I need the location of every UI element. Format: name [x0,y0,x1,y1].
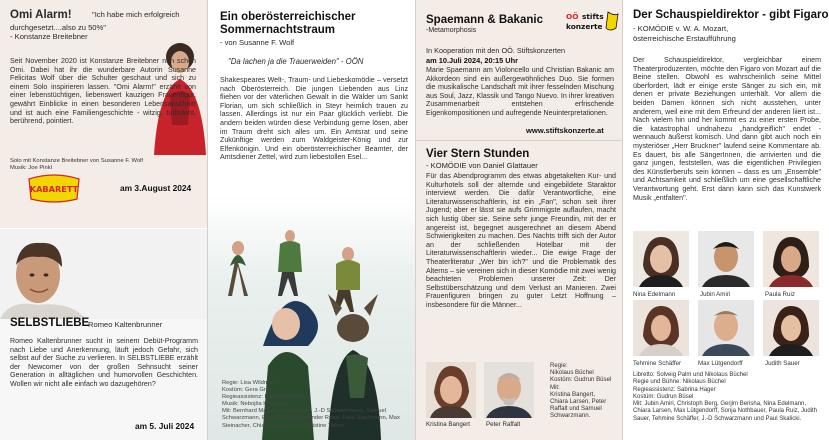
vier-stern-credit-line: Schwarzmann. [550,412,591,420]
omi-quote-author: - Konstanze Breitebner [10,32,88,41]
vier-stern-stunden-title: Vier Stern Stunden [426,148,530,160]
vier-stern-credit-line: Raffalt und Samuel [550,405,602,413]
selbstliebe-performer: Romeo Kaltenbrunner [88,320,163,329]
spaemann-bakanic-body: Marie Spaemann am Violoncello und Christian Bakanic am Akkordeon sind ein außergewöhnliches Duo. Sie formen die musikalische Landschaft mit ihrer fesselnden Mischung aus Soul, Jazz, Klassik und Tango Nuevo. In ihrer kreativen Zusammenarbeit entstehen erfrischende Eigenkompositionen und aufregende Neuinterpretationen. [426,66,614,117]
paula-ruiz-photo [763,231,819,287]
spaemann-bakanic-date: am 10.Juli 2024, 20:15 Uhr [426,56,519,65]
svg-text:stifts: stifts [582,12,604,21]
kabarett-badge-text: KABARETT [29,184,79,194]
judith-sauer-photo [763,300,819,356]
column-omi-selbstliebe [0,0,207,440]
schauspieldirektor-title: Der Schauspieldirektor - gibt Figaro [633,9,829,21]
sommernachtstraum-credit-line: Mit: Bernhard Majcen, Lisa Furtner, J.-D Schwarzmann, Samuel Schwarzmann, Elena Nickel, Alexander Rossi, Felix Stachmann, Max Steinacher, Chiara Larsen, und Christine Teilers [222,408,400,429]
omi-quote-line1: "Ich habe mich erfolgreich [92,10,180,19]
omi-alarm-date: am 3.August 2024 [120,183,192,193]
peter-raffalt-caption: Peter Raffalt [486,421,521,428]
jubin-amiri-photo [698,231,754,287]
vier-stern-stunden-credits [550,362,622,420]
spaemann-bakanic-title: Spaemann & Bakanic [426,14,543,26]
schauspieldirektor-subtitle: - KOMÖDIE v. W. A. Mozart, [633,24,729,33]
column-schauspieldirektor [623,0,829,440]
omi-alarm-credits [10,158,170,172]
sommernachtstraum-title-line2: Sommernachtstraum [220,24,336,36]
schauspieldirektor-credit-line: Regieassistenz: Sabrina Hager [633,386,716,393]
peter-raffalt-photo [484,362,534,418]
schauspieldirektor-body: Der Schauspieldirektor, vergleichbar einem Theaterproduzenten, möchte den Figaro von Mozart auf die Beine stellen. Obwohl es wahrscheinlich seine Mittel überfordert, lädt er einige erste Sänger zu sich ein, mit denen er private Beziehungen unterhält. Vor allem die beiden Damen können sich nicht ausstehen, unter anderem, weil eine mit dem Erfreund der anderen liiert ist... Nach vielem hin und her kommt es zu einer ersten Probe, die katastrophal undnahezu „handgreiflich" endet - wennauch äußerst komisch. Und dann gibt auch noch ein mysteriöser „Herr Bruckner" laufend seine Kommentare ab. Es dauert, bis alle SängerInnen, die arrivierten und die ganz jungen, feststellen, was die eigentlichen Privilegien des Künstlerberufs sein können – dass es um „Ensemble" und Achtsamkeit und schließlich um eine gesellschaftliche Verantwortung geht. Erst dann kann sich das Kunstwerk Musik „entfalten". [633,56,821,202]
schauspieldirektor-credit-line: Regie und Bühne: Nikolaus Büchel [633,379,726,386]
stiftskonzerte-logo [564,8,620,34]
selbstliebe-section [0,229,207,440]
omi-alarm-body: Seit November 2020 ist Konstanze Breitebner nun schon Omi. Dabei hat ihr die wunderbare Autorin Susanne Felicitas Wolf über die Schulter geschaut und sich zu einem Solo inspirieren lassen. "Omi Alarm!" erzählt von einer lebenstüchtigen, liebenswert kauzigen Frauenfigur, gewährt Einblicke in einen besonderen Lebensabschnitt und ist auch eine Familiengeschichte - witzig, turbulent, berührend, pointiert. [10,57,196,126]
jubin-amiri-caption: Jubin Amiri [700,291,731,298]
vier-stern-credit-line: Nikolaus Büchel [550,369,594,377]
schauspieldirektor-credits [633,372,823,423]
schauspieldirektor-credit-line: Kostüm: Gudrun Büsel [633,393,694,400]
sommernachtstraum-title [220,11,410,37]
omi-credits-line2: Musik: Joe Pinkl [10,165,52,171]
column-spaemann-vierstern [416,0,622,440]
sommernachtstraum-credit-line: Kostüm: Gera Graf [222,387,271,394]
sommernachtstraum-credit-line: Musik: Nebojša Krulanović [222,401,291,408]
sommernachtstraum-credits [222,380,414,430]
vier-stern-credit-line: Kristina Bangert, [550,390,596,398]
sommernachtstraum-body: Shakespeares Welt-, Traum- und Liebeskomödie – versetzt nach Oberösterreich. Die jungen Liebenden aus Linz fliehen vor der väterlichen Gewalt in die Wälder um Sankt Florian, um sich schließlich in Steyr heimlich trauen zu lassen. Allerdings ist nur ein Paar glücklich verliebt. Die andern beiden würden diese Verbindung gerne lösen, aber im Traum dreht sich alles um. Ein Amtsrat und seine Zukünftige werden zum Waldgeister-König und zur Elfenkönigin. Und ein oberösterreichischer Beamter, der Amtsdiener Zettel, wird zum liebestollen Esel... [220,76,408,162]
judith-sauer-caption: Judith Sauer [765,360,800,367]
omi-credits-line1: Solo mit Konstanze Breitebner von Susanne F. Wolf [10,158,143,164]
nina-edelmann-photo [633,231,689,287]
omi-alarm-title: Omi Alarm! [10,9,72,21]
vier-stern-credit-line: Kostüm: Gudrun Büsel [550,376,612,384]
max-luetgendorff-photo [698,300,754,356]
kristina-bangert-photo [426,362,476,418]
omi-alarm-section [0,0,207,228]
selbstliebe-date: am 5. Juli 2024 [135,421,195,431]
stiftskonzerte-link[interactable]: www.stiftskonzerte.at [526,126,604,135]
sommernachtstraum-author: - von Susanne F. Wolf [220,38,295,47]
selbstliebe-title: SELBSTLIEBE [10,317,90,329]
schauspieldirektor-credit-line: Mit: Jubin Amiri, Christoph Berg, Gerjim Berisha, Nina Edelmann, Chiara Larsen, Max Lütgendorff, Sonja Nothbauer, Paula Ruiz, Judith Sauer, Tehmine Schäffer, J.-D Schwarzmann und Paul Skalicki. [633,401,818,422]
vier-stern-stunden-author: - KOMÖDIE von Daniel Glattauer [426,161,538,170]
tehmine-schaeffer-caption: Tehmine Schäffer [633,360,682,367]
sommernachtstraum-credit-line: Regie: Lisa Wildmann [222,380,279,386]
sommernachtstraum-quote: "Da lachen ja die Trauerweiden" - OÖN [228,57,364,66]
sommernachtstraum-title-line1: Ein oberösterreichischer [220,11,356,23]
vier-stern-credit-line: Mit: [550,383,560,391]
sommernachtstraum-credit-line: Regieassistenz: Magdalena Ragl [222,394,307,401]
svg-text:konzerte: konzerte [566,22,603,31]
kristina-bangert-caption: Kristina Bangert [426,421,471,428]
nina-edelmann-caption: Nina Edelmann [633,291,676,298]
schauspieldirektor-note: österreichische Erstaufführung [633,34,736,43]
spaemann-bakanic-subtitle: -Metamorphosis [426,27,477,34]
vier-stern-credit-line: Chiara Larsen, Peter [550,398,607,406]
selbstliebe-body: Romeo Kaltenbrunner sucht in seinem Debüt-Programm nach Liebe und Anerkennung, läuft jedoch Gefahr, sich selbst auf der Suche zu verlieren. In SELBSTLIEBE erzählt der Newcomer von der großen Sehnsucht seiner Generation in alltäglichen und humorvollen Geschichten. Wollen wir nicht alle einfach wo dazugehören? [10,337,198,388]
max-luetgendorff-caption: Max Lütgendorff [698,360,743,367]
schauspieldirektor-credit-line: Libretto: Solveig Palm und Nikolaus Büchel [633,372,748,378]
kabarett-badge [27,173,81,203]
romeo-kaltenbrunner-photo [0,229,207,319]
tehmine-schaeffer-photo [633,300,689,356]
column-sommernachtstraum [208,0,415,440]
svg-text:OÖ: OÖ [566,12,579,21]
omi-quote-line2: durchgesetzt....also zu 50%" [10,23,106,32]
spaemann-cooperation: In Kooperation mit den OÖ. Stiftskonzerten [426,46,566,55]
vier-stern-credit-line: Regie: [550,362,568,369]
section-separator [416,140,622,141]
paula-ruiz-caption: Paula Ruiz [765,291,795,298]
vier-stern-stunden-body: Für das Abendprogramm des etwas abgetakelten Kur- und Kulturhotels soll der alternde und eingebildete Staraktor interviewt werden. Die dafür Verantwortliche, eine Literaturwissenschaftlerin, ist ein „Fan", schon seit ihrer Jugend; aber er lässt sie aufs Grimmigste auflaufen, macht sich lustig über sie. Seine sehr junge Freundin, mit der er angereist ist, begegnet ausgerechnet an diesem Abend Schwierigkeiten zu machen. Des Nachts trifft sich der Autor an der schließenden Hotelbar mit der Literaturwissenschaftlerin wieder... Die ewige Frage der Theaterliteratur „Wer bin ich?" und die Problematik des Alterns – sie vereinen sich in dieser Komödie mit zwei wenig beachteten Problemen unserer Zeit: Der Selbstüberschätzung und dem Verlust an Manieren. Zwei Frauenfiguren bringen zu guter Letzt Hoffnung – insbesondere für die Männer... [426,172,616,309]
